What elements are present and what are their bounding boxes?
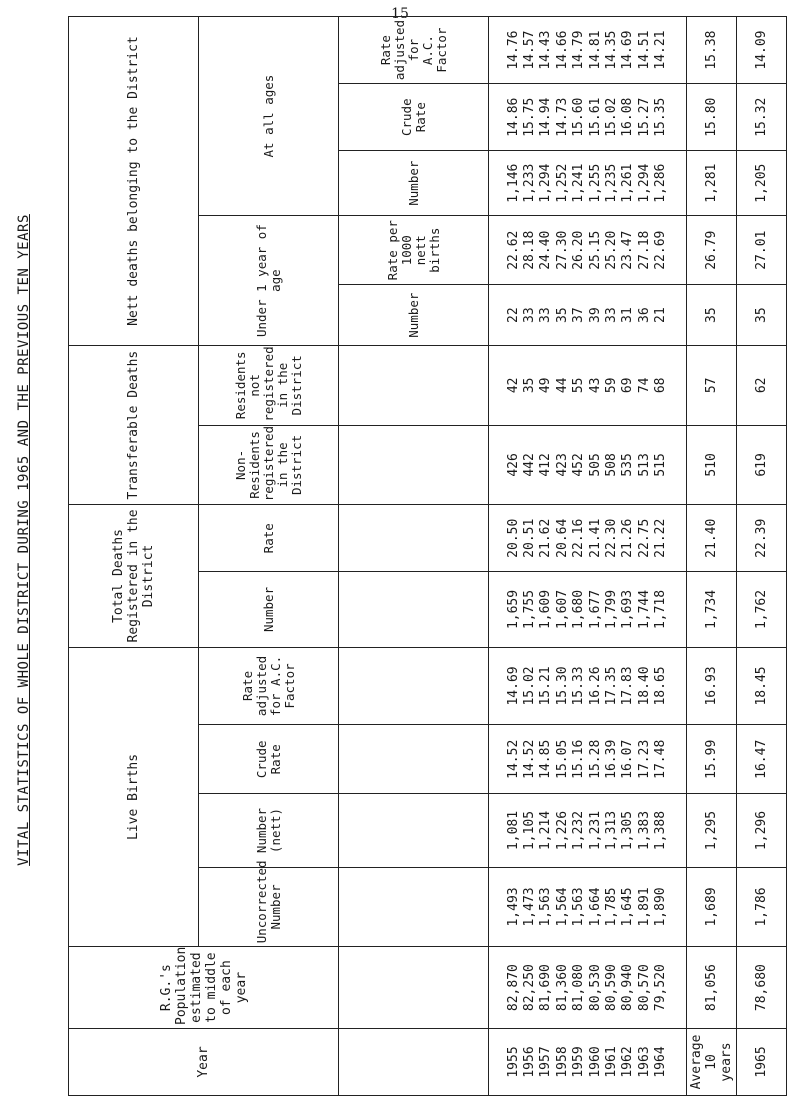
table-cell: 1,693 <box>620 589 636 630</box>
table-cell: 33 <box>603 307 619 323</box>
header-lb-adjusted: Rate adjusted for A.C. Factor <box>199 647 339 725</box>
table-cell: 1,664 <box>587 887 603 927</box>
average-label: Average 10 years <box>687 1028 737 1095</box>
header-nd-crude: Crude Rate <box>339 84 489 151</box>
header-lb-number: Number (nett) <box>199 794 339 867</box>
table-cell: 1,493 <box>505 887 521 927</box>
header-population: R.G.'s Population estimated to middle of each year <box>69 947 339 1029</box>
table-cell: 21.26 <box>620 518 636 558</box>
current-td-number: 1,762 <box>737 572 787 647</box>
table-cell: 68 <box>653 377 669 394</box>
table-cell: 15.30 <box>554 666 570 706</box>
table-cell: 1,785 <box>603 887 619 927</box>
table-cell: 1,214 <box>538 810 554 851</box>
table-cell: 15.75 <box>521 97 537 137</box>
table-cell: 1959 <box>571 1046 587 1078</box>
page-title-text: VITAL STATISTICS OF WHOLE DISTRICT DURING 1965 AND THE PREVIOUS TEN YEARS <box>16 214 32 866</box>
page-number: 15 <box>391 6 409 22</box>
header-nd-all-number: Number <box>339 151 489 216</box>
table-cell: 79,520 <box>653 964 669 1012</box>
table-cell: 28.18 <box>521 230 537 270</box>
average-nd-under1-rate: 26.79 <box>687 216 737 285</box>
current-tr-residents: 62 <box>737 346 787 426</box>
table-cell: 452 <box>571 453 587 477</box>
table-cell: 1,890 <box>653 887 669 927</box>
table-cell: 15.60 <box>571 97 587 137</box>
table-cell: 1963 <box>636 1046 652 1078</box>
table-cell: 14.69 <box>505 666 521 706</box>
table-cell: 513 <box>636 453 652 477</box>
table-cell: 74 <box>636 377 652 394</box>
table-cell: 14.76 <box>505 30 521 70</box>
table-cell: 1957 <box>538 1046 554 1078</box>
table-cell: 21.62 <box>538 518 554 558</box>
table-cell: 25.20 <box>603 230 619 270</box>
current-lb-adjusted: 18.45 <box>737 647 787 725</box>
table-cell: 36 <box>636 307 652 323</box>
lb-adjusted-list <box>489 647 687 725</box>
header-blank-2 <box>339 947 489 1029</box>
table-cell: 15.21 <box>538 666 554 706</box>
average-lb-adjusted: 16.93 <box>687 647 737 725</box>
table-cell: 16.39 <box>603 739 619 779</box>
table-cell: 43 <box>587 377 603 394</box>
table-cell: 1,105 <box>521 810 537 851</box>
table-cell: 14.57 <box>521 30 537 70</box>
current-nd-adjusted: 14.09 <box>737 17 787 84</box>
nd-crude-list <box>489 84 687 151</box>
table-cell: 14.85 <box>538 739 554 779</box>
table-cell: 15.02 <box>603 97 619 137</box>
header-live-births: Live Births <box>69 647 199 947</box>
header-nd-under1: Under 1 year of age <box>199 216 339 346</box>
table-cell: 22.75 <box>636 518 652 558</box>
table-cell: 33 <box>538 307 554 323</box>
table-cell: 20.50 <box>505 518 521 558</box>
table-cell: 1960 <box>587 1046 603 1078</box>
table-cell: 1,383 <box>636 810 652 851</box>
current-lb-uncorrected: 1,786 <box>737 867 787 947</box>
header-nd-rate: Rate per 1000 nett births <box>339 216 489 285</box>
header-lb-uncorrected: Uncorrected Number <box>199 867 339 947</box>
table-cell: 1,744 <box>636 589 652 630</box>
table-cell: 1,294 <box>636 163 652 203</box>
table-cell: 37 <box>571 307 587 323</box>
average-lb-number: 1,295 <box>687 794 737 867</box>
header-blank-6 <box>339 647 489 725</box>
header-blank-8 <box>339 505 489 572</box>
table-cell: 1,799 <box>603 589 619 630</box>
average-tr-residents: 57 <box>687 346 737 426</box>
average-lb-crude: 15.99 <box>687 725 737 794</box>
table-cell: 1,286 <box>653 163 669 203</box>
table-cell: 17.48 <box>653 739 669 779</box>
table-cell: 14.52 <box>521 739 537 779</box>
table-cell: 16.08 <box>620 97 636 137</box>
current-td-rate: 22.39 <box>737 505 787 572</box>
header-tr-residents: Residents not registered in the District <box>199 346 339 426</box>
header-blank-9 <box>339 425 489 505</box>
header-td-rate: Rate <box>199 505 339 572</box>
header-nd-all-ages: At all ages <box>199 17 339 216</box>
table-cell: 81,360 <box>554 964 570 1012</box>
table-cell: 17.83 <box>620 666 636 706</box>
tr-residents-list <box>489 346 687 426</box>
table-cell: 1964 <box>653 1046 669 1078</box>
td-number-list <box>489 572 687 647</box>
table-cell: 15.27 <box>636 97 652 137</box>
average-lb-uncorrected: 1,689 <box>687 867 737 947</box>
table-cell: 14.69 <box>620 30 636 70</box>
table-cell: 22 <box>505 307 521 323</box>
table-cell: 1,232 <box>571 810 587 851</box>
header-row-1 <box>69 17 199 1096</box>
table-cell: 1,755 <box>521 589 537 630</box>
nd-adjusted-list <box>489 17 687 84</box>
table-cell: 17.35 <box>603 666 619 706</box>
table-cell: 1,563 <box>538 887 554 927</box>
table-cell: 14.43 <box>538 30 554 70</box>
table-cell: 21.41 <box>587 518 603 558</box>
table-cell: 18.65 <box>653 666 669 706</box>
table-cell: 1,659 <box>505 589 521 630</box>
current-year: 1965 <box>737 1028 787 1095</box>
header-row-3 <box>339 17 489 1096</box>
table-cell: 1,241 <box>571 163 587 203</box>
table-cell: 55 <box>571 377 587 394</box>
table-cell: 535 <box>620 453 636 477</box>
lb-crude-list <box>489 725 687 794</box>
average-population: 81,056 <box>687 947 737 1029</box>
table-cell: 442 <box>521 453 537 477</box>
table-cell: 1,563 <box>571 887 587 927</box>
header-total-deaths: Total Deaths Registered in the District <box>69 505 199 647</box>
table-cell: 22.69 <box>653 230 669 270</box>
table-cell: 505 <box>587 453 603 477</box>
current-tr-non-residents: 619 <box>737 425 787 505</box>
average-tr-non-residents: 510 <box>687 425 737 505</box>
table-cell: 59 <box>603 377 619 394</box>
table-cell: 515 <box>653 453 669 477</box>
table-cell: 1,564 <box>554 887 570 927</box>
table-cell: 42 <box>505 377 521 394</box>
current-lb-number: 1,296 <box>737 794 787 867</box>
table-cell: 15.33 <box>571 666 587 706</box>
table-cell: 82,870 <box>505 964 521 1012</box>
table-cell: 20.51 <box>521 518 537 558</box>
table-cell: 14.86 <box>505 97 521 137</box>
table-cell: 1,473 <box>521 887 537 927</box>
current-nd-crude: 15.32 <box>737 84 787 151</box>
table-cell: 22.16 <box>571 518 587 558</box>
table-cell: 1958 <box>554 1046 570 1078</box>
table-cell: 1,146 <box>505 163 521 203</box>
header-nd-number: Number <box>339 285 489 346</box>
header-lb-crude: Crude Rate <box>199 725 339 794</box>
table-cell: 1962 <box>620 1046 636 1078</box>
average-nd-under1-number: 35 <box>687 285 737 346</box>
table-cell: 1955 <box>505 1046 521 1078</box>
data-rows-block <box>489 17 687 1096</box>
table-cell: 15.35 <box>653 97 669 137</box>
statistics-table-container <box>68 16 786 1096</box>
table-cell: 1,233 <box>521 163 537 203</box>
table-cell: 1,388 <box>653 810 669 851</box>
table-cell: 25.15 <box>587 230 603 270</box>
table-cell: 14.73 <box>554 97 570 137</box>
table-cell: 15.16 <box>571 739 587 779</box>
table-cell: 15.61 <box>587 97 603 137</box>
vital-statistics-table <box>68 16 787 1096</box>
table-cell: 82,250 <box>521 964 537 1012</box>
table-cell: 80,590 <box>603 964 619 1012</box>
table-cell: 14.94 <box>538 97 554 137</box>
table-cell: 1,255 <box>587 163 603 203</box>
table-cell: 1961 <box>603 1046 619 1078</box>
header-blank-10 <box>339 346 489 426</box>
table-cell: 1,313 <box>603 810 619 851</box>
table-cell: 23.47 <box>620 230 636 270</box>
header-nd-adjusted: Rate adjusted for A.C. Factor <box>339 17 489 84</box>
table-cell: 27.30 <box>554 230 570 270</box>
table-cell: 1,677 <box>587 589 603 630</box>
table-cell: 20.64 <box>554 518 570 558</box>
table-cell: 14.81 <box>587 30 603 70</box>
table-cell: 15.28 <box>587 739 603 779</box>
table-cell: 18.40 <box>636 666 652 706</box>
header-year: Year <box>69 1028 339 1095</box>
table-cell: 14.21 <box>653 30 669 70</box>
nd-under1-number-list <box>489 285 687 346</box>
nd-all-number-list <box>489 151 687 216</box>
table-cell: 1,252 <box>554 163 570 203</box>
nd-under1-rate-list <box>489 216 687 285</box>
table-cell: 412 <box>538 453 554 477</box>
current-nd-under1-rate: 27.01 <box>737 216 787 285</box>
table-cell: 81,690 <box>538 964 554 1012</box>
population-list <box>489 947 687 1029</box>
tr-non-residents-list <box>489 425 687 505</box>
header-blank-3 <box>339 867 489 947</box>
table-cell: 35 <box>521 377 537 394</box>
table-cell: 1,081 <box>505 810 521 851</box>
table-cell: 1,718 <box>653 589 669 630</box>
table-cell: 1,261 <box>620 163 636 203</box>
table-cell: 39 <box>587 307 603 323</box>
table-cell: 27.18 <box>636 230 652 270</box>
td-rate-list <box>489 505 687 572</box>
table-cell: 423 <box>554 453 570 477</box>
table-cell: 44 <box>554 377 570 394</box>
average-row <box>687 17 737 1096</box>
header-row-2 <box>199 17 339 1096</box>
table-cell: 508 <box>603 453 619 477</box>
header-blank-7 <box>339 572 489 647</box>
table-cell: 16.26 <box>587 666 603 706</box>
table-cell: 80,940 <box>620 964 636 1012</box>
table-cell: 14.35 <box>603 30 619 70</box>
table-cell: 1,680 <box>571 589 587 630</box>
table-cell: 14.52 <box>505 739 521 779</box>
lb-number-list <box>489 794 687 867</box>
table-cell: 26.20 <box>571 230 587 270</box>
average-nd-crude: 15.80 <box>687 84 737 151</box>
header-tr-non-residents: Non-Residents registered in the District <box>199 425 339 505</box>
average-nd-all-number: 1,281 <box>687 151 737 216</box>
current-nd-under1-number: 35 <box>737 285 787 346</box>
table-cell: 1,891 <box>636 887 652 927</box>
table-cell: 16.07 <box>620 739 636 779</box>
table-cell: 14.66 <box>554 30 570 70</box>
table-cell: 15.05 <box>554 739 570 779</box>
table-cell: 33 <box>521 307 537 323</box>
header-blank-1 <box>339 1028 489 1095</box>
average-td-number: 1,734 <box>687 572 737 647</box>
lb-uncorrected-list <box>489 867 687 947</box>
table-cell: 1956 <box>521 1046 537 1078</box>
table-cell: 14.51 <box>636 30 652 70</box>
average-nd-adjusted: 15.38 <box>687 17 737 84</box>
table-cell: 69 <box>620 377 636 394</box>
table-cell: 81,080 <box>571 964 587 1012</box>
table-cell: 1,645 <box>620 887 636 927</box>
current-year-row <box>737 17 787 1096</box>
table-cell: 17.23 <box>636 739 652 779</box>
year-list <box>489 1028 687 1095</box>
table-cell: 22.30 <box>603 518 619 558</box>
table-cell: 14.79 <box>571 30 587 70</box>
table-cell: 22.62 <box>505 230 521 270</box>
table-cell: 1,305 <box>620 810 636 851</box>
header-blank-5 <box>339 725 489 794</box>
table-cell: 35 <box>554 307 570 323</box>
table-cell: 80,530 <box>587 964 603 1012</box>
table-cell: 21 <box>653 307 669 323</box>
table-cell: 31 <box>620 307 636 323</box>
table-cell: 24.40 <box>538 230 554 270</box>
current-nd-all-number: 1,205 <box>737 151 787 216</box>
table-cell: 15.02 <box>521 666 537 706</box>
table-cell: 49 <box>538 377 554 394</box>
average-td-rate: 21.40 <box>687 505 737 572</box>
header-blank-4 <box>339 794 489 867</box>
table-cell: 426 <box>505 453 521 477</box>
header-td-number: Number <box>199 572 339 647</box>
table-cell: 1,226 <box>554 810 570 851</box>
table-cell: 1,294 <box>538 163 554 203</box>
table-cell: 1,231 <box>587 810 603 851</box>
table-cell: 80,570 <box>636 964 652 1012</box>
header-transferable-deaths: Transferable Deaths <box>69 346 199 505</box>
current-lb-crude: 16.47 <box>737 725 787 794</box>
header-nett-deaths: Nett deaths belonging to the District <box>69 17 199 346</box>
table-cell: 1,235 <box>603 163 619 203</box>
table-cell: 21.22 <box>653 518 669 558</box>
table-cell: 1,607 <box>554 589 570 630</box>
table-cell: 1,609 <box>538 589 554 630</box>
current-population: 78,680 <box>737 947 787 1029</box>
